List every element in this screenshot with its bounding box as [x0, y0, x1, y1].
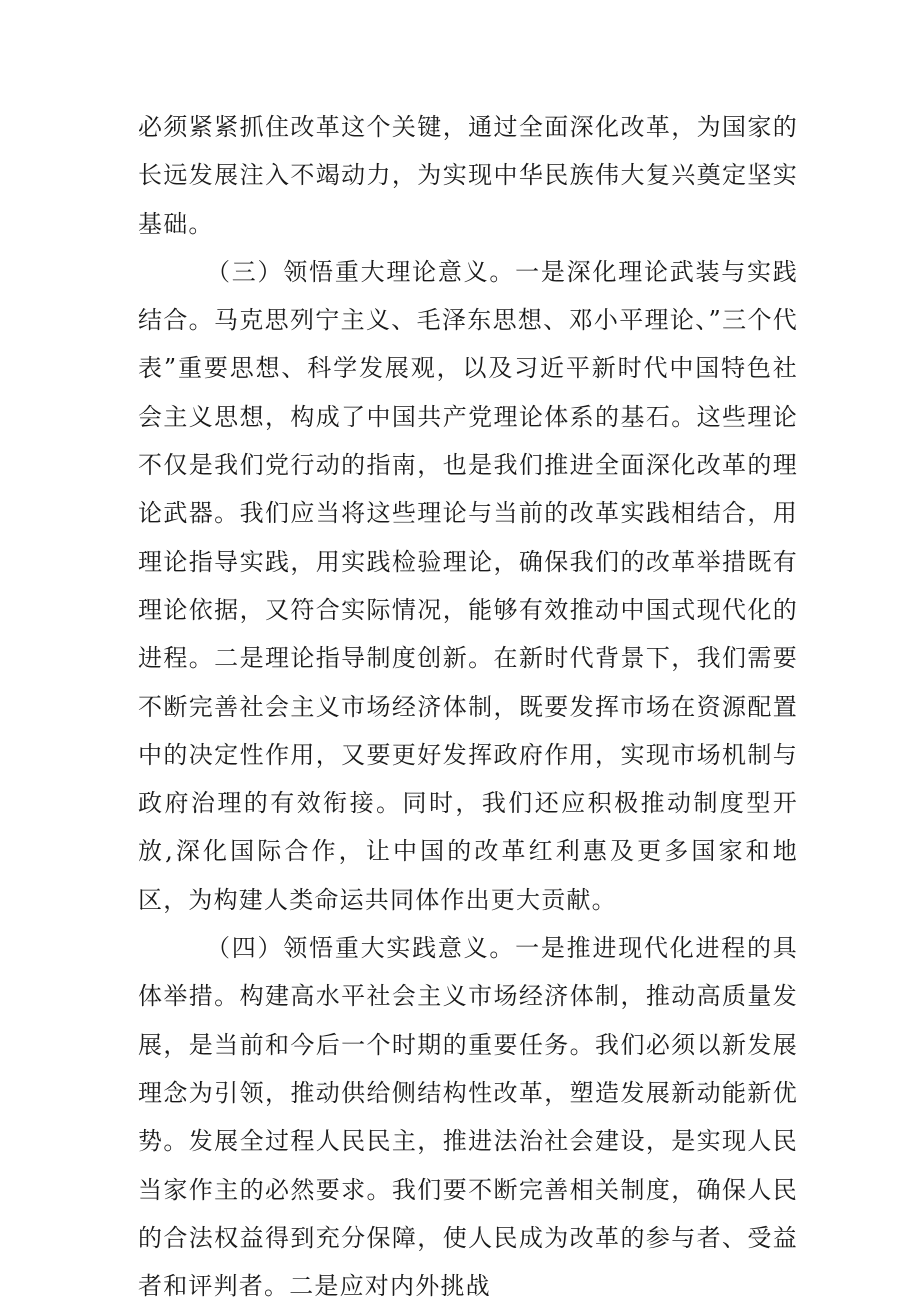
document-body	[138, 103, 798, 1310]
paragraph-theoretical-significance: （三）领悟重大理论意义。一是深化理论武装与实践结合。马克思列宁主义、毛泽东思想、邓小平理论、”三个代表”重要思想、科学发展观，以及习近平新时代中国特色社会主义思想，构成了中国共产党理论体系的基石。这些理论不仅是我们党行动的指南，也是我们推进全面深化改革的理论武器。我们应当将这些理论与当前的改革实践相结合，用理论指导实践，用实践检验理论，确保我们的改革举措既有理论依据，又符合实际情况，能够有效推动中国式现代化的进程。二是理论指导制度创新。在新时代背景下，我们需要不断完善社会主义市场经济体制，既要发挥市场在资源配置中的决定性作用，又要更好发挥政府作用，实现市场机制与政府治理的有效衔接。同时，我们还应积极推动制度型开放,深化国际合作，让中国的改革红利惠及更多国家和地区，为构建人类命运共同体作出更大贡献。	[138, 257, 798, 914]
paragraph-practical-significance: （四）领悟重大实践意义。一是推进现代化进程的具体举措。构建高水平社会主义市场经济体制，推动高质量发展，是当前和今后一个时期的重要任务。我们必须以新发展理念为引领，推动供给侧结构性改革，塑造发展新动能新优势。发展全过程人民民主，推进法治社会建设，是实现人民当家作主的必然要求。我们要不断完善相关制度，确保人民的合法权益得到充分保障，使人民成为改革的参与者、受益者和评判者。二是应对内外挑战	[138, 934, 798, 1301]
paragraph-continuation: 必须紧紧抓住改革这个关键，通过全面深化改革，为国家的长远发展注入不竭动力，为实现中华民族伟大复兴奠定坚实基础。	[138, 113, 798, 238]
